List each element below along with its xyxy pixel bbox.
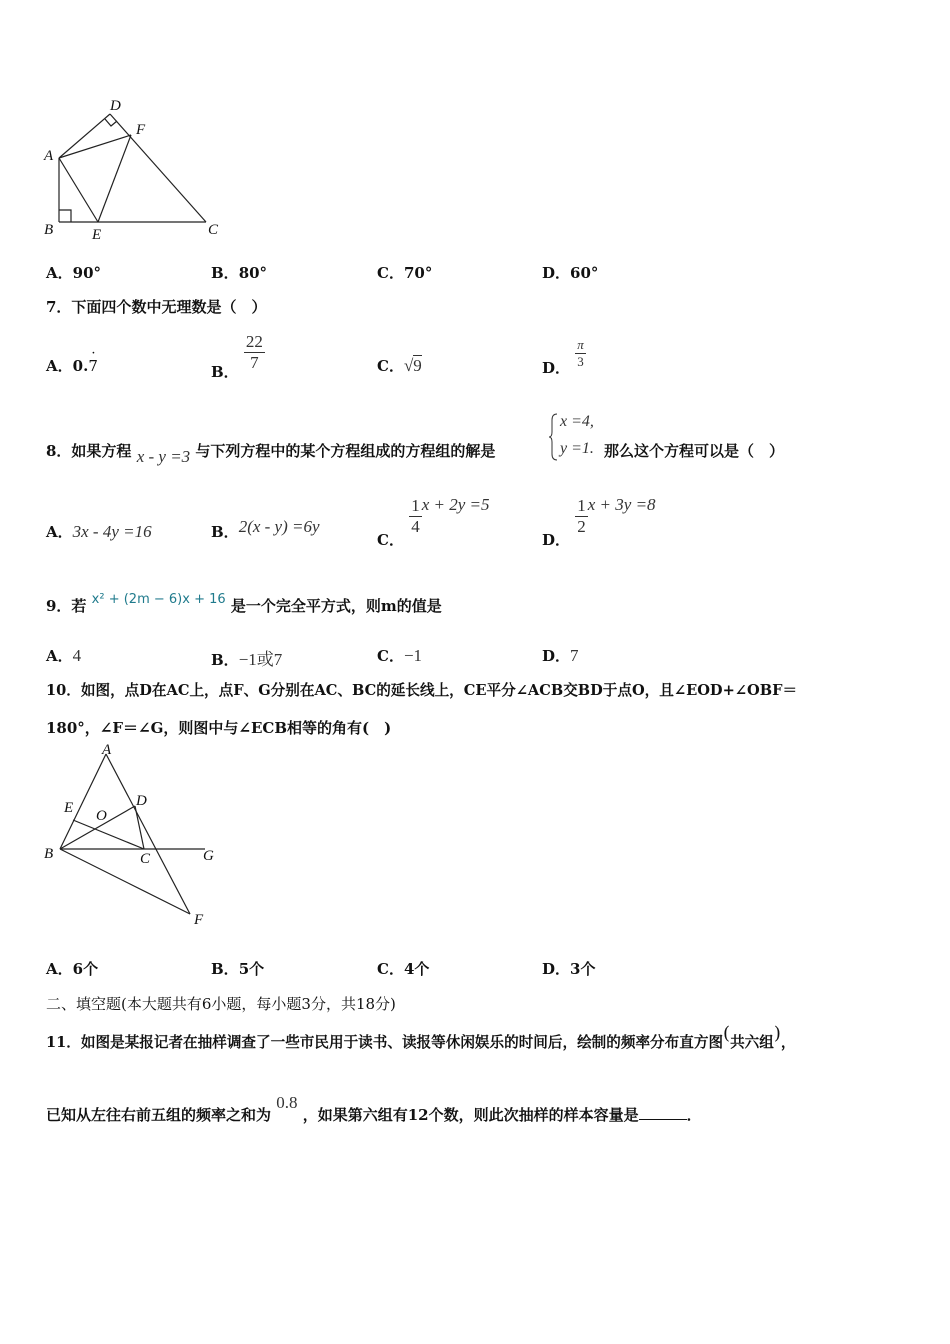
segment-ad [59, 114, 110, 158]
label-a: A [44, 148, 54, 164]
q10-option-c: C．4个 [377, 960, 430, 978]
q8-option-b: B．2(x - y) =6y [211, 517, 320, 541]
q10-option-b: B．5个 [211, 960, 265, 978]
label-e: E [92, 227, 102, 243]
segment-ec [73, 820, 144, 849]
q7-option-d: D． $\frac{\pi}{3}$ [542, 337, 584, 377]
label-d: D [136, 793, 147, 809]
q11-stem-line1: 11．如图是某报记者在抽样调查了一些市民用于读书、读报等休闲娱乐的时间后，绘制的频率分布直方图(共六组)， [46, 1023, 796, 1051]
segment-dc [110, 114, 206, 222]
label-g: G [203, 848, 214, 864]
segment-af [59, 135, 131, 158]
q7-option-a: A．0. · 7 [46, 346, 98, 375]
q11-stem-line2: 已知从左往右前五组的频率之和为 0.8 ，如果第六组有12个数，则此次抽样的样本容量是 ． [46, 1093, 702, 1124]
figure-q10 [40, 742, 230, 932]
segment-ae [59, 158, 98, 222]
label-a: A [102, 742, 112, 758]
q10-option-d: D．3个 [542, 960, 596, 978]
q10-option-a: A．6个 [46, 960, 99, 978]
label-e: E [64, 800, 74, 816]
segment-dc [135, 806, 144, 849]
section2-title: 二、填空题(本大题共有6小题，每小题3分，共18分) [46, 995, 396, 1013]
q7-stem: 7．下面四个数中无理数是（ ） [46, 298, 267, 316]
q6-option-a: A．90° [46, 264, 102, 282]
label-b: B [44, 222, 54, 238]
label-o: O [96, 808, 107, 824]
q9-stem: 9．若 x² + (2m − 6)x + 16 是一个完全平方式，则m的值是 [46, 592, 442, 615]
q8-option-a: A．3x - 4y =16 [46, 522, 152, 541]
q11-value: 0.8 [276, 1093, 298, 1112]
q9-expression: x² + (2m − 6)x + 16 [91, 592, 226, 607]
q6-option-c: C．70° [377, 264, 433, 282]
label-c: C [208, 222, 219, 238]
segment-bf [60, 849, 190, 914]
q9-option-a: A．4 [46, 646, 82, 665]
q10-stem-line1: 10．如图，点D在AC上，点F、G分别在AC、BC的延长线上，CE平分∠ACB交BD于点O，且∠EOD+∠OBF＝ [46, 682, 798, 699]
label-d: D [110, 98, 121, 114]
q10-stem-line2: 180°，∠F＝∠G，则图中与∠ECB相等的角有( ) [46, 719, 392, 737]
q6-option-d: D．60° [542, 264, 599, 282]
q8-option-d: D． $\frac{1}{2}$ x + 3y =8 [542, 495, 656, 550]
label-f: F [136, 122, 146, 138]
q8-stem-suffix: 那么这个方程可以是（ ） [604, 442, 785, 460]
brace-icon [549, 412, 559, 462]
q9-option-c: C．−1 [377, 646, 423, 665]
label-f: F [194, 912, 204, 928]
q8-stem: 8．如果方程 x - y =3 与下列方程中的某个方程组成的方程组的解是 [46, 442, 496, 466]
right-angle-b [59, 210, 71, 222]
q8-option-c: C． $\frac{1}{4}$ x + 2y =5 [377, 495, 490, 550]
q7-option-b: B． $\frac{22}{7}$ [211, 332, 263, 382]
segment-ef [98, 135, 131, 222]
q9-option-d: D．7 [542, 646, 579, 665]
label-c: C [140, 851, 151, 867]
q6-option-b: B．80° [211, 264, 268, 282]
answer-blank[interactable] [639, 1105, 687, 1120]
segment-af [106, 754, 190, 914]
label-b: B [44, 846, 54, 862]
q7-option-c: C．√9 [377, 356, 422, 375]
q9-option-b: B．−1或7 [211, 650, 283, 669]
figure-triangle-abcdef [38, 92, 238, 244]
